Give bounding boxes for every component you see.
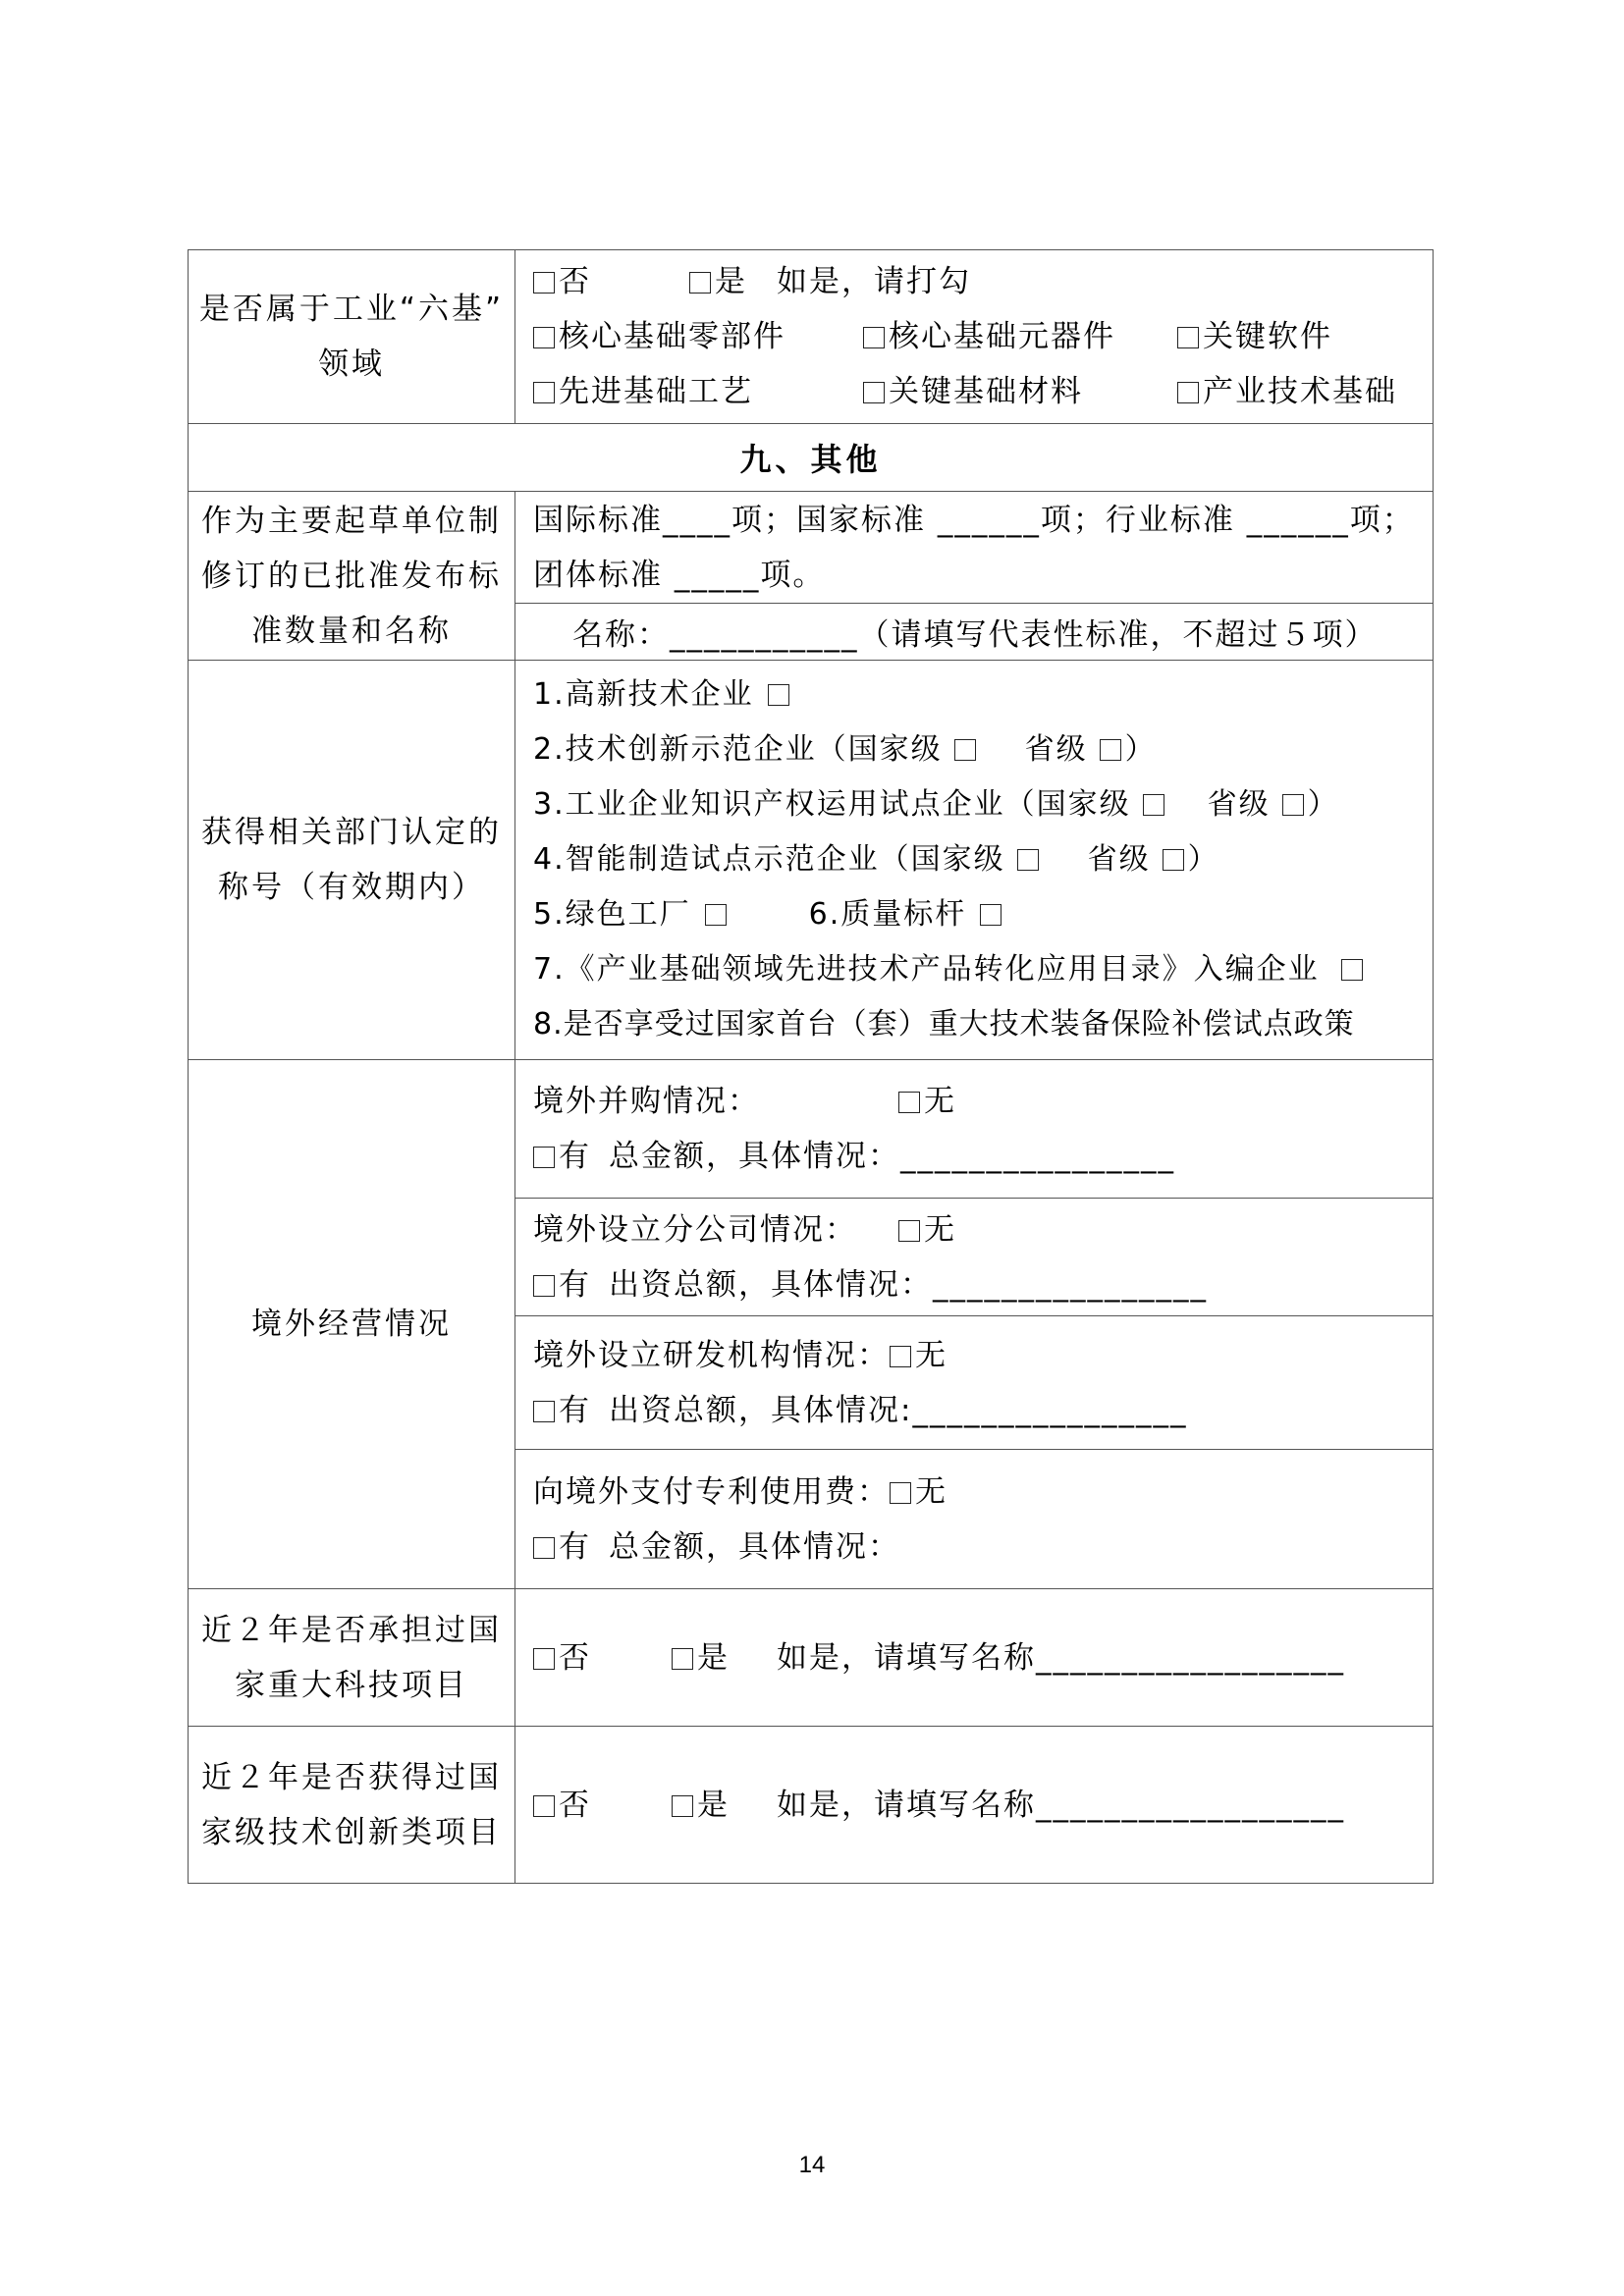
- row-label: [189, 492, 515, 661]
- label-line: 近２年是否承担过国: [201, 1612, 502, 1648]
- checkbox-smart-province[interactable]: [1163, 849, 1184, 871]
- detail-text[interactable]: 出资总额，具体情况：________________: [609, 1266, 1208, 1303]
- checkbox-quality[interactable]: [980, 904, 1001, 926]
- page-number: 14: [798, 2152, 826, 2178]
- major-project-content: [515, 1589, 1434, 1727]
- row-label: 境外经营情况: [189, 1060, 515, 1589]
- overseas-title: 境外设立研发机构情况：: [533, 1337, 890, 1373]
- row-six-base: [189, 250, 1434, 424]
- overseas-fee: [515, 1450, 1434, 1589]
- row-content: [515, 250, 1434, 424]
- option-yes-label: 是: [697, 1639, 730, 1676]
- title-item: 8.是否享受过国家首台（套）重大技术装备保险补偿试点政策: [533, 1007, 1355, 1041]
- label-line: 获得相关部门认定的: [201, 815, 502, 850]
- titles-content: [515, 661, 1434, 1060]
- paren: ）: [1307, 787, 1339, 822]
- checkbox-hightech[interactable]: [768, 684, 789, 706]
- row-label: [189, 250, 515, 424]
- overseas-ma: [515, 1060, 1434, 1199]
- row-major-project: [189, 1589, 1434, 1727]
- checkbox-tech-base[interactable]: [1177, 382, 1199, 403]
- option-label: 无: [915, 1473, 947, 1510]
- checkbox-major-yes[interactable]: [672, 1648, 693, 1670]
- label-line: 是否属于工业“六基”: [198, 292, 505, 327]
- row-innovation-project: [189, 1727, 1434, 1884]
- option-label: 有: [559, 1392, 591, 1428]
- checkbox-core-parts[interactable]: [533, 327, 555, 348]
- standards-line: 国际标准____项；国家标准 ______项；行业标准 ______项；: [533, 502, 1415, 538]
- option-label: 核心基础元器件: [889, 319, 1115, 354]
- hint-text[interactable]: 如是，请填写名称__________________: [777, 1639, 1345, 1676]
- checkbox-branch-none[interactable]: [898, 1220, 920, 1242]
- title-item: 4.智能制造试点示范企业（国家级: [533, 842, 1005, 877]
- title-item-province: 省级: [1087, 842, 1151, 877]
- standards-names[interactable]: [515, 604, 1434, 661]
- title-item-province: 省级: [1024, 732, 1088, 767]
- option-yes-label: 是: [697, 1787, 730, 1823]
- detail-text[interactable]: 总金额，具体情况：________________: [609, 1139, 1175, 1174]
- option-label: 有: [559, 1266, 591, 1303]
- standards-names-text: 名称：___________（请填写代表性标准，不超过５项）: [572, 617, 1378, 653]
- paren: ）: [1124, 732, 1157, 767]
- checkbox-core-components[interactable]: [863, 327, 885, 348]
- hint-text: 如是，请打勾: [777, 264, 971, 299]
- detail-text[interactable]: 出资总额，具体情况:________________: [609, 1392, 1188, 1428]
- checkbox-innov-no[interactable]: [533, 1795, 555, 1817]
- overseas-title: 境外设立分公司情况：: [533, 1211, 857, 1248]
- checkbox-rd-none[interactable]: [890, 1346, 911, 1367]
- checkbox-no[interactable]: [533, 272, 555, 294]
- label-line: 领域: [318, 347, 385, 382]
- hint-text[interactable]: 如是，请填写名称__________________: [777, 1787, 1345, 1823]
- checkbox-ip-national[interactable]: [1143, 794, 1164, 816]
- row-standards: [189, 492, 1434, 604]
- option-no-label: 否: [559, 264, 591, 299]
- row-label: [189, 1589, 515, 1727]
- row-label: [189, 1727, 515, 1884]
- label-line: 修订的已批准发布标: [201, 558, 502, 594]
- option-label: 有: [559, 1139, 591, 1174]
- detail-text[interactable]: 总金额，具体情况：: [609, 1528, 900, 1565]
- option-label: 无: [924, 1211, 956, 1248]
- checkbox-ma-none[interactable]: [898, 1092, 920, 1113]
- checkbox-ip-province[interactable]: [1282, 794, 1304, 816]
- checkbox-key-software[interactable]: [1177, 327, 1199, 348]
- title-item: 7.《产业基础领域先进技术产品转化应用目录》入编企业: [533, 952, 1320, 987]
- section-title: 九、其他: [189, 424, 1434, 492]
- option-label: 产业技术基础: [1203, 374, 1397, 409]
- checkbox-major-no[interactable]: [533, 1648, 555, 1670]
- checkbox-innov-yes[interactable]: [672, 1795, 693, 1817]
- overseas-rd: [515, 1316, 1434, 1450]
- checkbox-fee-none[interactable]: [890, 1482, 911, 1504]
- standards-line: 团体标准 _____项。: [533, 557, 826, 593]
- option-label: 关键软件: [1203, 319, 1332, 354]
- section-header-row: [189, 424, 1434, 492]
- label-line: 近２年是否获得过国: [201, 1759, 502, 1795]
- checkbox-ma-has[interactable]: [533, 1147, 555, 1168]
- enterprise-info-table: [188, 249, 1434, 1884]
- option-no-label: 否: [559, 1787, 591, 1823]
- checkbox-fee-has[interactable]: [533, 1537, 555, 1559]
- title-item-province: 省级: [1207, 787, 1271, 822]
- option-label: 核心基础零部件: [559, 319, 785, 354]
- overseas-title: 向境外支付专利使用费：: [533, 1473, 890, 1510]
- option-yes-label: 是: [715, 264, 747, 299]
- label-line: 作为主要起草单位制: [201, 503, 502, 539]
- innovation-project-content: [515, 1727, 1434, 1884]
- checkbox-green-factory[interactable]: [705, 904, 727, 926]
- checkbox-branch-has[interactable]: [533, 1275, 555, 1297]
- checkbox-innov-national[interactable]: [954, 739, 976, 761]
- option-label: 有: [559, 1528, 591, 1565]
- checkbox-process[interactable]: [533, 382, 555, 403]
- option-label: 无: [924, 1084, 956, 1119]
- overseas-branch: [515, 1199, 1434, 1316]
- option-no-label: 否: [559, 1639, 591, 1676]
- checkbox-yes[interactable]: [689, 272, 711, 294]
- overseas-title: 境外并购情况：: [533, 1084, 760, 1119]
- checkbox-innov-province[interactable]: [1100, 739, 1121, 761]
- option-label: 关键基础材料: [889, 374, 1083, 409]
- option-label: 先进基础工艺: [559, 374, 753, 409]
- option-label: 无: [915, 1337, 947, 1373]
- label-line: 家级技术创新类项目: [201, 1814, 502, 1850]
- title-item: 2.技术创新示范企业（国家级: [533, 732, 943, 767]
- paren: ）: [1187, 842, 1219, 877]
- label-line: 家重大科技项目: [235, 1667, 468, 1703]
- row-overseas-ma: [189, 1060, 1434, 1199]
- row-titles: [189, 661, 1434, 1060]
- label-line: 准数量和名称: [251, 613, 452, 649]
- checkbox-smart-national[interactable]: [1017, 849, 1039, 871]
- checkbox-materials[interactable]: [863, 382, 885, 403]
- standards-counts[interactable]: [515, 492, 1434, 604]
- title-item: 1.高新技术企业: [533, 677, 754, 712]
- row-label: [189, 661, 515, 1060]
- title-item: 6.质量标杆: [808, 897, 967, 932]
- checkbox-catalog[interactable]: [1341, 959, 1363, 981]
- title-item: 5.绿色工厂: [533, 897, 691, 932]
- title-item: 3.工业企业知识产权运用试点企业（国家级: [533, 787, 1131, 822]
- label-line: 称号（有效期内）: [218, 870, 485, 905]
- checkbox-rd-has[interactable]: [533, 1401, 555, 1422]
